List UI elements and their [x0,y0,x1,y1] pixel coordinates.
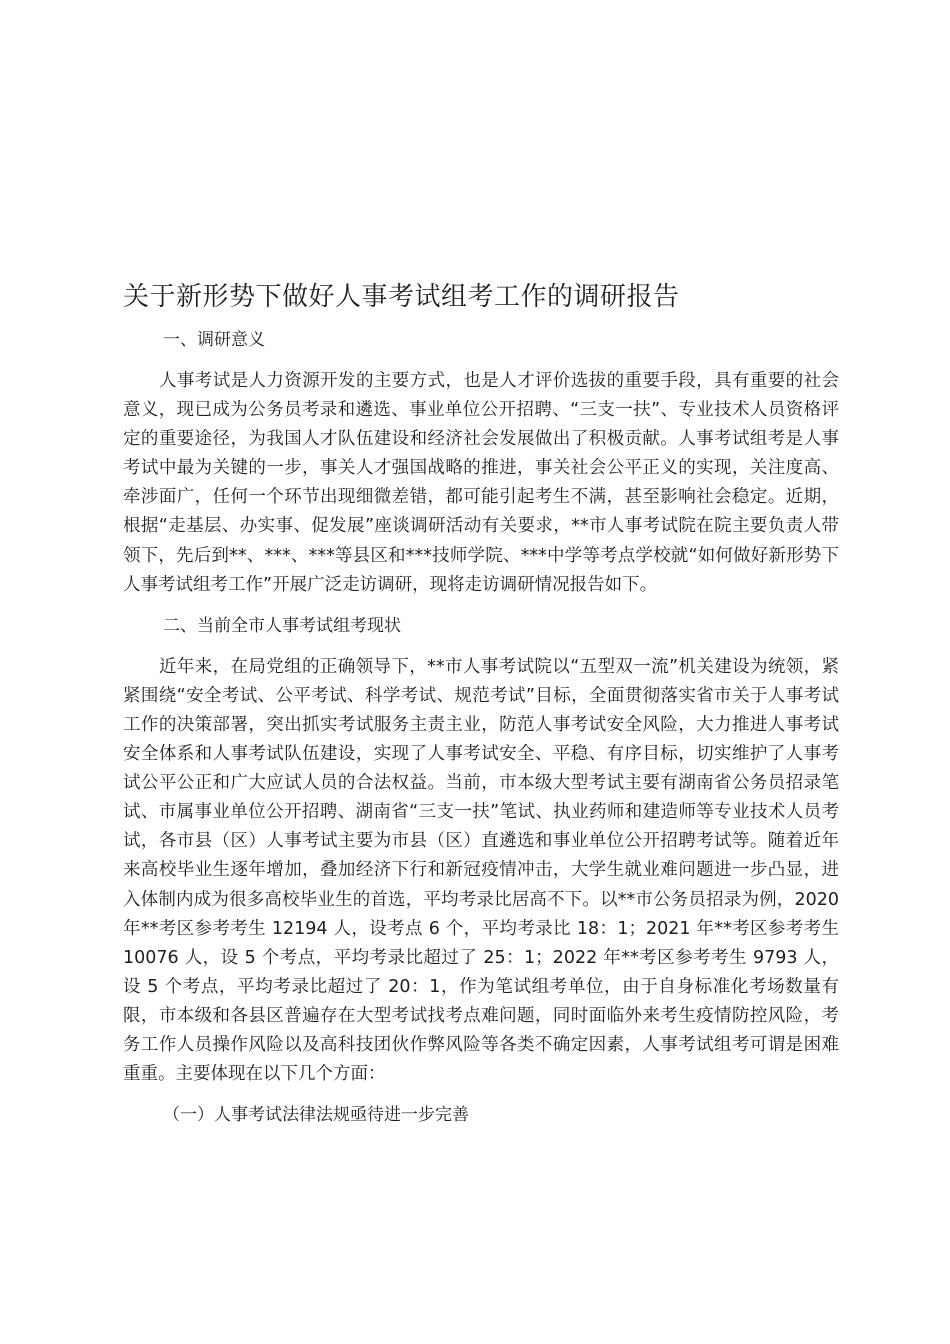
paragraph-current-status: 近年来，在局党组的正确领导下，**市人事考试院以“五型双一流”机关建设为统领，紧紧围绕“安全考试、公平考试、科学考试、规范考试”目标，全面贯彻落实省市关于人事考试工作的决策部署，突出抓实考试服务主责主业，防范人事考试安全风险，大力推进人事考试安全体系和人事考试队伍建设，实现了人事考试安全、平稳、有序目标，切实维护了人事考试公平公正和广大应试人员的合法权益。当前，市本级大型考试主要有湖南省公务员招录笔试、市属事业单位公开招聘、湖南省“三支一扶”笔试、执业药师和建造师等专业技术人员考试，各市县（区）人事考试主要为市县（区）直遴选和事业单位公开招聘考试等。随着近年来高校毕业生逐年增加，叠加经济下行和新冠疫情冲击，大学生就业难问题进一步凸显，进入体制内成为很多高校毕业生的首选，平均考录比居高不下。以**市公务员招录为例，2020 年**考区参考考生 12194 人，设考点 6 个，平均考录比 18：1；2021 年**考区参考考生 10076 人，设 5 个考点，平均考录比超过了 25：1；2022 年**考区参考考生 9793 人，设 5 个考点，平均考录比超过了 20：1，作为笔试组考单位，由于自身标准化考场数量有限，市本级和各县区普遍存在大型考试找考点难问题，同时面临外来考生疫情防控风险，考务工作人员操作风险以及高科技团伙作弊风险等各类不确定因素，人事考试组考可谓是困难重重。主要体现在以下几个方面： [123,656,839,1085]
subsection-heading-laws: （一）人事考试法律法规亟待进一步完善 [163,1105,469,1126]
document-title: 关于新形势下做好人事考试组考工作的调研报告 [123,282,680,312]
section-heading-current-status: 二、当前全市人事考试组考现状 [163,615,401,636]
section-heading-significance: 一、调研意义 [163,330,265,350]
paragraph-significance: 人事考试是人力资源开发的主要方式，也是人才评价选拔的重要手段，具有重要的社会意义，现已成为公务员考录和遴选、事业单位公开招聘、“三支一扶”、专业技术人员资格评定的重要途径，为我国人才队伍建设和经济社会发展做出了积极贡献。人事考试组考是人事考试中最为关键的一步，事关人才强国战略的推进，事关社会公平正义的实现，关注度高、牵涉面广，任何一个环节出现细微差错，都可能引起考生不满，甚至影响社会稳定。近期，根据“走基层、办实事、促发展”座谈调研活动有关要求，**市人事考试院在院主要负责人带领下，先后到**、***、***等县区和***技师学院、***中学等考点学校就“如何做好新形势下人事考试组考工作”开展广泛走访调研，现将走访调研情况报告如下。 [123,371,839,595]
document-body [123,274,839,1130]
